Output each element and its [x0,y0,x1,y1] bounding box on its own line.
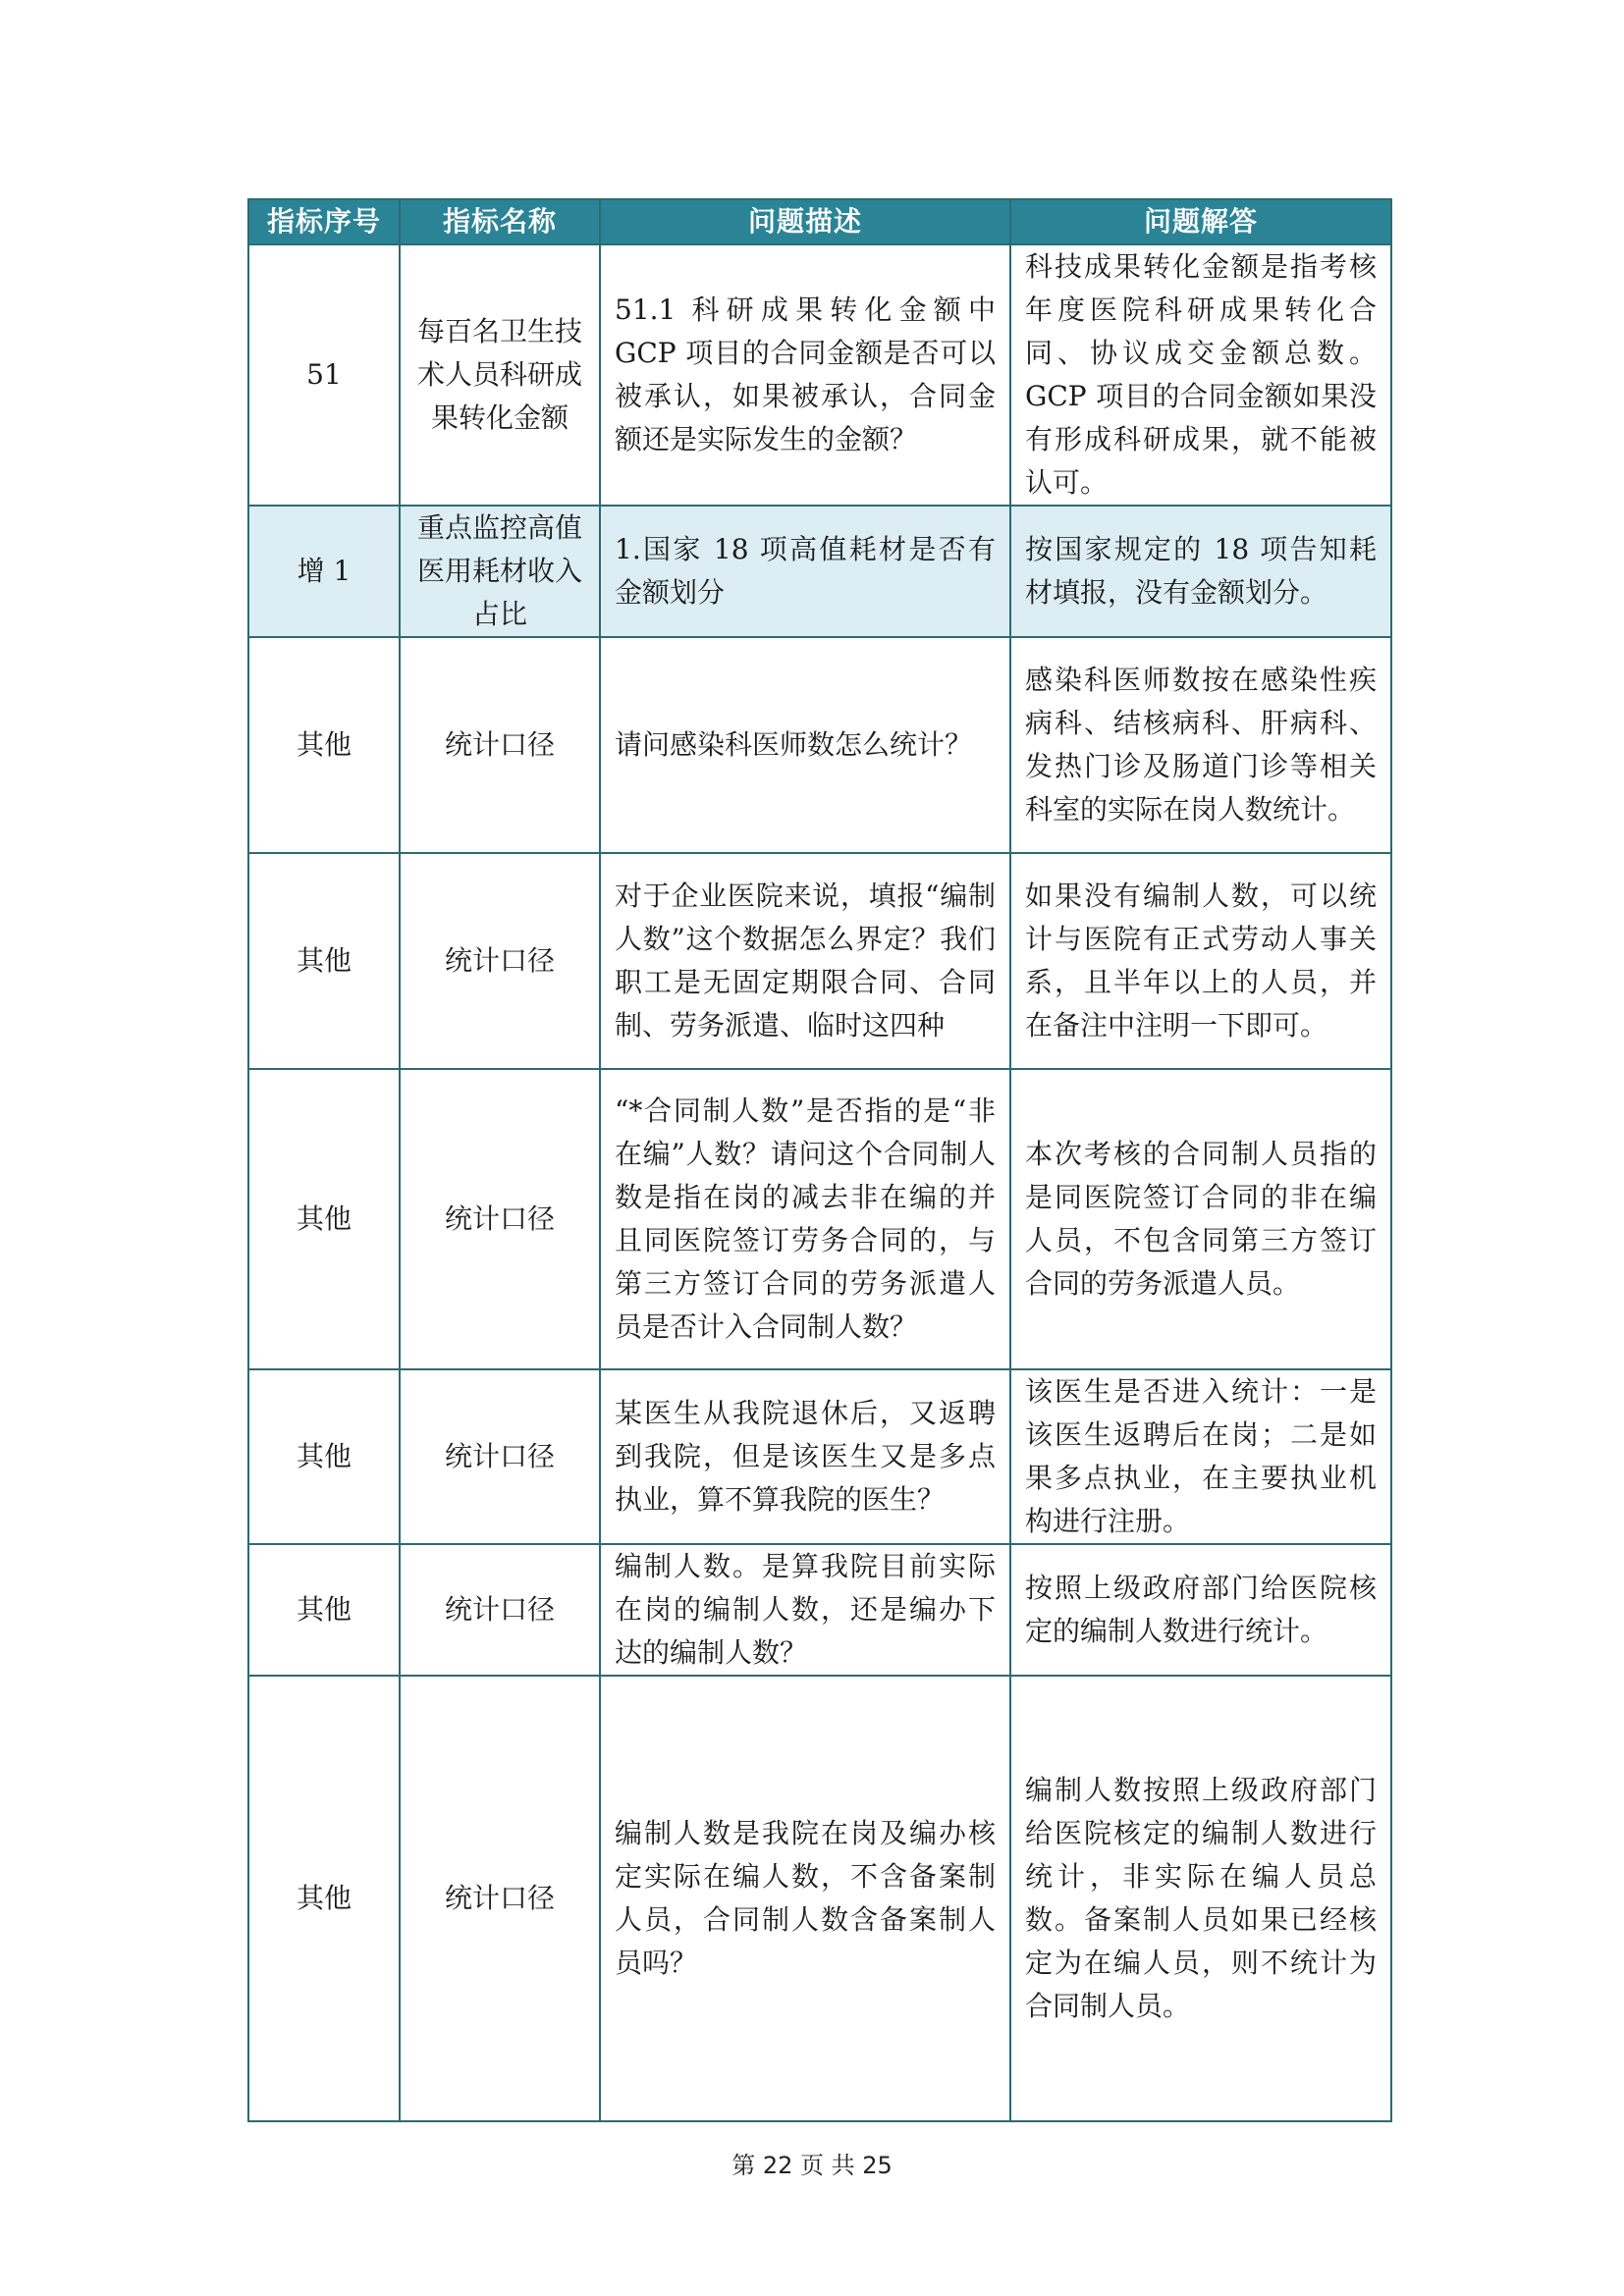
cell-question: “*合同制人数”是否指的是“非在编”人数？请问这个合同制人数是指在岗的减去非在编的并且同医院签订劳务合同的，与第三方签订合同的劳务派遣人员是否计入合同制人数？ [600,1069,1010,1369]
cell-name: 统计口径 [400,853,600,1069]
cell-name: 每百名卫生技术人员科研成果转化金额 [400,244,600,506]
cell-name: 统计口径 [400,1369,600,1544]
cell-answer: 按国家规定的 18 项告知耗材填报，没有金额划分。 [1010,506,1391,637]
cell-name: 重点监控高值医用耗材收入占比 [400,506,600,637]
cell-index: 增 1 [248,506,400,637]
table-header-row [248,199,1391,244]
table-row [248,853,1391,1069]
cell-index: 其他 [248,1369,400,1544]
cell-index: 其他 [248,1544,400,1676]
cell-name: 统计口径 [400,1069,600,1369]
page-number: 第 22 页 共 25 [731,2152,893,2179]
cell-index: 其他 [248,853,400,1069]
header-name: 指标名称 [400,199,600,244]
cell-question: 某医生从我院退休后，又返聘到我院，但是该医生又是多点执业，算不算我院的医生？ [600,1369,1010,1544]
cell-question: 对于企业医院来说，填报“编制人数”这个数据怎么界定？我们职工是无固定期限合同、合同制、劳务派遣、临时这四种 [600,853,1010,1069]
cell-answer: 按照上级政府部门给医院核定的编制人数进行统计。 [1010,1544,1391,1676]
cell-name: 统计口径 [400,1676,600,2121]
cell-question: 编制人数是我院在岗及编办核定实际在编人数，不含备案制人员，合同制人数含备案制人员吗？ [600,1676,1010,2121]
cell-question: 1.国家 18 项高值耗材是否有金额划分 [600,506,1010,637]
header-index: 指标序号 [248,199,400,244]
cell-answer: 感染科医师数按在感染性疾病科、结核病科、肝病科、发热门诊及肠道门诊等相关科室的实际在岗人数统计。 [1010,637,1391,853]
cell-index: 其他 [248,637,400,853]
cell-index: 其他 [248,1676,400,2121]
table-row [248,1369,1391,1544]
cell-index: 其他 [248,1069,400,1369]
cell-question: 请问感染科医师数怎么统计？ [600,637,1010,853]
cell-index: 51 [248,244,400,506]
qa-table [247,198,1392,2122]
cell-answer: 科技成果转化金额是指考核年度医院科研成果转化合同、协议成交金额总数。GCP 项目的合同金额如果没有形成科研成果，就不能被认可。 [1010,244,1391,506]
cell-question: 编制人数。是算我院目前实际在岗的编制人数，还是编办下达的编制人数？ [600,1544,1010,1676]
cell-answer: 如果没有编制人数，可以统计与医院有正式劳动人事关系，且半年以上的人员，并在备注中注明一下即可。 [1010,853,1391,1069]
header-answer: 问题解答 [1010,199,1391,244]
table-row [248,1069,1391,1369]
table-row [248,506,1391,637]
table-row [248,244,1391,506]
cell-answer: 编制人数按照上级政府部门给医院核定的编制人数进行统计，非实际在编人员总数。备案制人员如果已经核定为在编人员，则不统计为合同制人员。 [1010,1676,1391,2121]
header-question: 问题描述 [600,199,1010,244]
table-row [248,1676,1391,2121]
cell-question: 51.1 科研成果转化金额中 GCP 项目的合同金额是否可以被承认，如果被承认，合同金额还是实际发生的金额？ [600,244,1010,506]
table-row [248,1544,1391,1676]
cell-answer: 该医生是否进入统计：一是该医生返聘后在岗；二是如果多点执业，在主要执业机构进行注册。 [1010,1369,1391,1544]
cell-name: 统计口径 [400,1544,600,1676]
cell-answer: 本次考核的合同制人员指的是同医院签订合同的非在编人员，不包含同第三方签订合同的劳务派遣人员。 [1010,1069,1391,1369]
table-row [248,637,1391,853]
cell-name: 统计口径 [400,637,600,853]
